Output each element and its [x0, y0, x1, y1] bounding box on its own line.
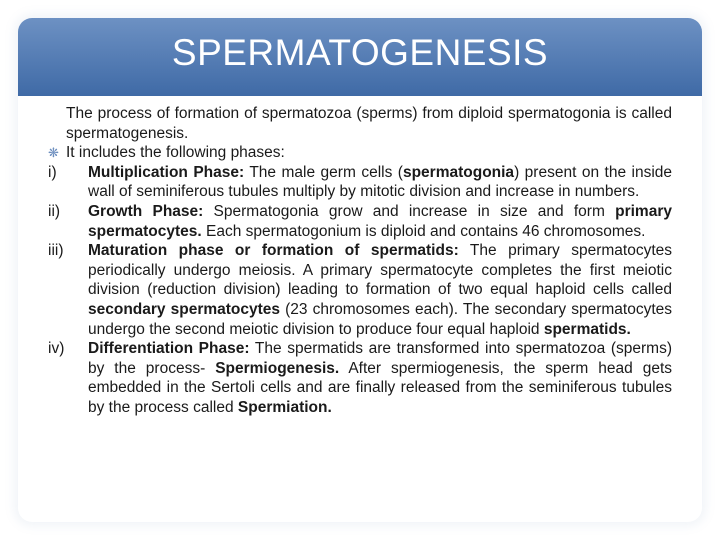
phase-item [48, 339, 672, 417]
slide [18, 18, 702, 522]
bullet-text: The process of formation of spermatozoa (sperms) from diploid spermatogonia is called spermatogenesis. [66, 105, 672, 142]
phase-text [88, 203, 672, 240]
phase-bold-term: Maturation phase or formation of spermatids: [88, 242, 459, 260]
phase-text-run: Spermatogonia grow and increase in size and form [203, 202, 616, 220]
phase-bold-term: Spermiation. [237, 398, 332, 416]
phase-bold-term: primary spermatocytes. [88, 202, 672, 240]
phase-number: iii) [48, 242, 64, 260]
phase-text [88, 340, 672, 416]
bullet-text: It includes the following phases: [66, 144, 285, 162]
bullet-item [48, 104, 672, 143]
phase-text [88, 164, 672, 201]
phase-text-run: After spermiogenesis, the sperm head gets embedded in the Sertoli cells and are finally released from the seminiferous tubules by the process called [88, 359, 673, 416]
phase-bold-term: Differentiation Phase: [88, 340, 250, 358]
bullet-item [48, 143, 672, 163]
bullet-marker-icon: ❋ [48, 145, 59, 161]
phase-text-run: The primary spermatocytes periodically undergo meiosis. A primary spermatocyte completes the first meiotic division (reduction division) leading to formation of two equal haploid cells called [88, 242, 672, 299]
phase-bold-term: Spermiogenesis. [215, 359, 340, 377]
phase-bold-term: Multiplication Phase: [88, 163, 245, 181]
phase-text [88, 242, 672, 337]
phase-item [48, 241, 672, 339]
phase-item [48, 163, 672, 202]
phase-text-run: The male germ cells ( [244, 163, 403, 181]
phase-text-run: Each spermatogonium is diploid and contains 46 chromosomes. [201, 222, 646, 240]
phase-bold-term: Growth Phase: [88, 202, 204, 220]
slide-title: SPERMATOGENESIS [171, 32, 549, 73]
phase-number: ii) [48, 202, 61, 220]
phase-text-run: ) present on the inside wall of seminiferous tubules multiply by mitotic division and increase in numbers. [88, 163, 673, 201]
phase-text-run: The spermatids are transformed into spermatozoa (sperms) by the process- [88, 340, 672, 377]
phase-text-run: (23 chromosomes each). The secondary spermatocytes undergo the second meiotic division to produce four equal haploid [88, 300, 672, 338]
phase-bold-term: spermatids. [543, 320, 631, 338]
phase-number: i) [48, 163, 57, 181]
phase-item [48, 202, 672, 241]
phase-bold-term: spermatogonia [402, 163, 515, 181]
slide-content [48, 104, 672, 418]
phase-bold-term: secondary spermatocytes [88, 300, 281, 318]
phase-number: iv) [48, 340, 65, 358]
